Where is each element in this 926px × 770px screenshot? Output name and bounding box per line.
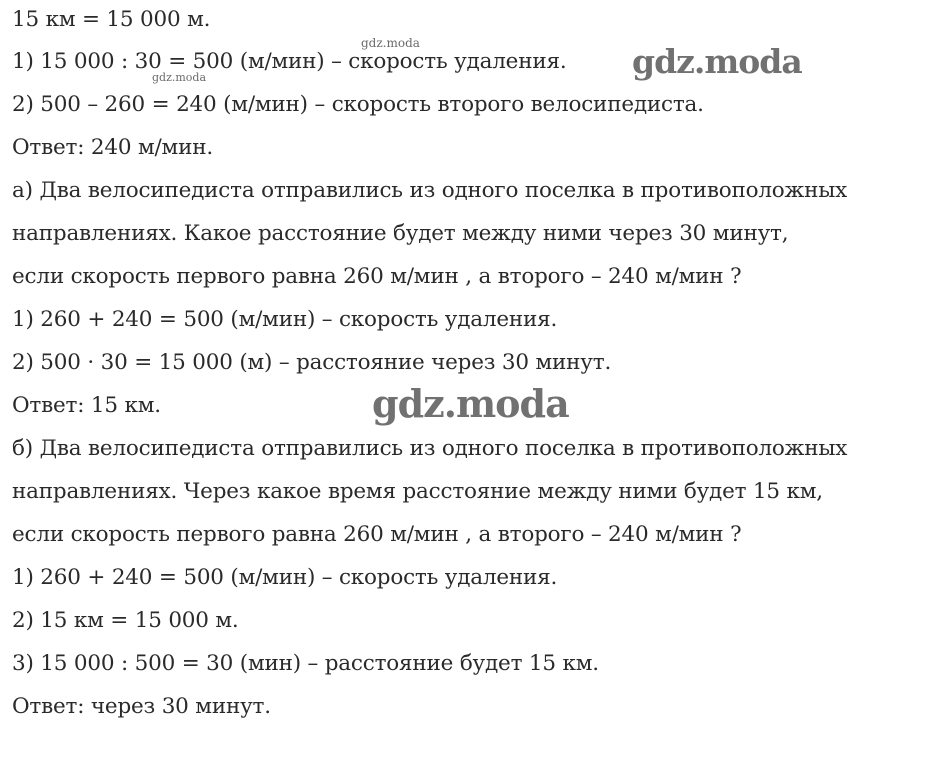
problem-a-text: а) Два велосипедиста отправились из одного поселка в противоположных — [12, 178, 848, 203]
text-line: 15 км = 15 000 м. — [12, 7, 211, 32]
text-line: 2) 500 · 30 = 15 000 (м) – расстояние через 30 минут. — [12, 350, 612, 375]
text-line: 1) 260 + 240 = 500 (м/мин) – скорость удаления. — [12, 307, 558, 332]
answer-line: Ответ: 15 км. — [12, 393, 161, 418]
problem-a-text: если скорость первого равна 260 м/мин , а второго – 240 м/мин ? — [12, 264, 742, 289]
watermark: gdz.moda — [632, 42, 802, 81]
problem-b-text: направлениях. Через какое время расстояние между ними будет 15 км, — [12, 479, 823, 504]
problem-a-text: направлениях. Какое расстояние будет между ними через 30 минут, — [12, 221, 789, 246]
watermark-small: gdz.moda — [152, 71, 207, 84]
text-line: 3) 15 000 : 500 = 30 (мин) – расстояние будет 15 км. — [12, 651, 599, 676]
text-line: 1) 260 + 240 = 500 (м/мин) – скорость удаления. — [12, 565, 558, 590]
problem-b-text: если скорость первого равна 260 м/мин , а второго – 240 м/мин ? — [12, 522, 742, 547]
answer-line: Ответ: 240 м/мин. — [12, 135, 213, 160]
answer-line: Ответ: через 30 минут. — [12, 694, 271, 719]
text-line: 2) 500 – 260 = 240 (м/мин) – скорость второго велосипедиста. — [12, 92, 704, 117]
solution-text — [12, 0, 922, 728]
watermark-small: gdz.moda — [361, 36, 420, 50]
watermark: gdz.moda — [372, 381, 569, 426]
text-line: 2) 15 км = 15 000 м. — [12, 608, 239, 633]
text-line: 1) 15 000 : 30 = 500 (м/мин) – скорость удаления. — [12, 49, 567, 74]
problem-b-text: б) Два велосипедиста отправились из одного поселка в противоположных — [12, 436, 848, 461]
